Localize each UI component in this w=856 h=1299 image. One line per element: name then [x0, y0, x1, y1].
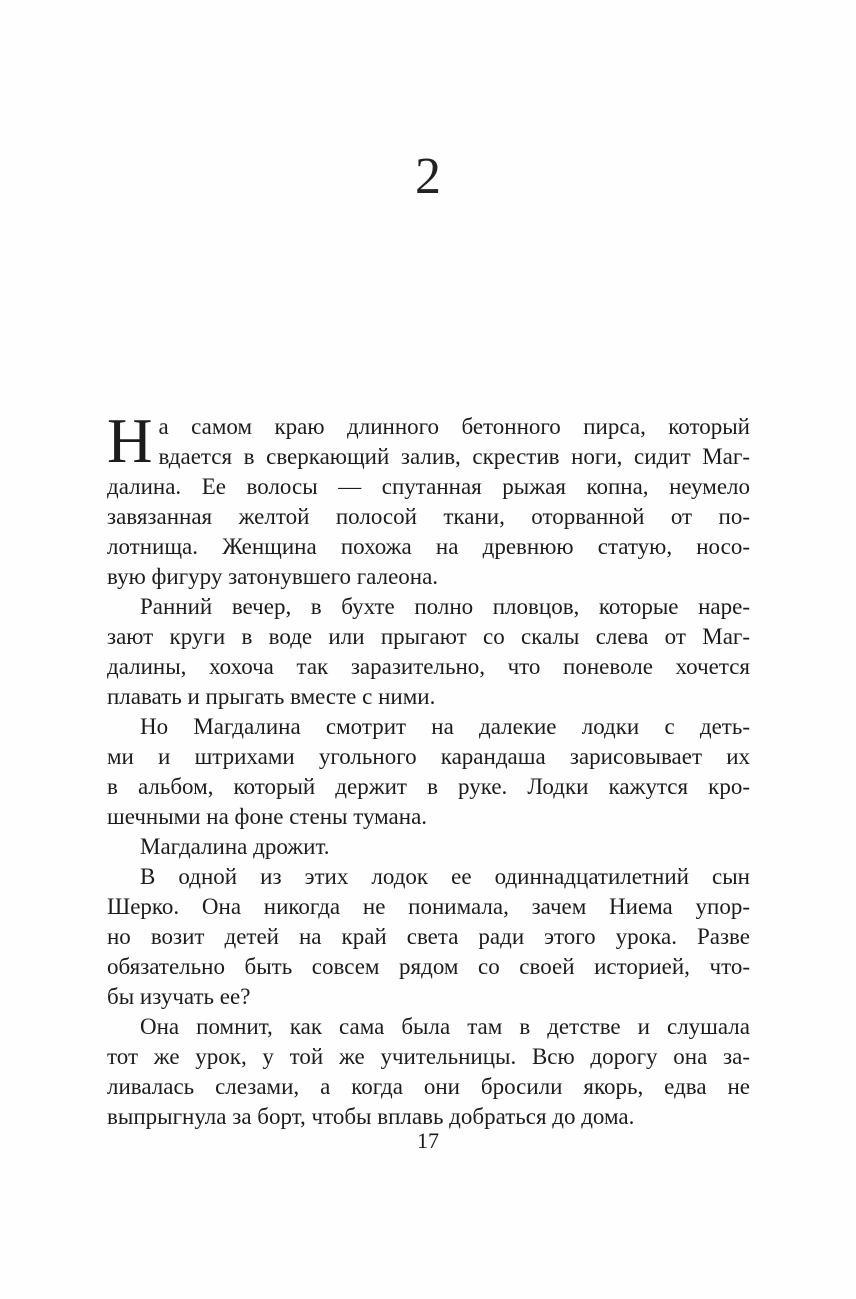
text-line: вую фигуру затонувшего галеона. — [107, 564, 439, 589]
text-line: В одной из этих лодок ее одиннадцатилетний сын — [140, 864, 750, 889]
paragraph — [107, 712, 750, 832]
text-line: шечными на фоне стены тумана. — [107, 804, 428, 829]
text-line: обязательно быть совсем рядом со своей историей, что- — [107, 954, 750, 979]
text-line: ми и штрихами угольного карандаша зарисовывает их — [107, 744, 750, 769]
text-line: плавать и прыгать вместе с ними. — [107, 684, 436, 709]
text-line: Она помнит, как сама была там в детстве и слушала — [140, 1014, 750, 1039]
text-line: в альбом, который держит в руке. Лодки кажутся кро- — [107, 774, 750, 799]
text-line: Магдалина дрожит. — [140, 834, 330, 859]
text-line: далина. Ее волосы — спутанная рыжая копна, неумело — [107, 474, 750, 499]
paragraph — [107, 406, 750, 592]
text-line: ливалась слезами, а когда они бросили якорь, едва не — [107, 1074, 750, 1099]
page-number: 17 — [417, 1128, 439, 1153]
text-line: бы изучать ее? — [107, 984, 251, 1009]
drop-cap: Н — [107, 406, 153, 476]
text-line: лотнища. Женщина похожа на древнюю статую, носо- — [107, 534, 750, 559]
paragraph — [107, 832, 750, 862]
text-line: Ранний вечер, в бухте полно пловцов, которые наре- — [140, 594, 750, 619]
text-line: вдается в сверкающий залив, скрестив ноги, сидит Маг- — [158, 444, 750, 469]
body-text — [107, 406, 750, 1132]
text-line: зают круги в воде или прыгают со скалы слева от Маг- — [107, 624, 750, 649]
text-line: выпрыгнула за борт, чтобы вплавь добраться до дома. — [107, 1104, 635, 1129]
text-line: а самом краю длинного бетонного пирса, который — [158, 414, 750, 439]
text-line: далины, хохоча так заразительно, что поневоле хочется — [107, 654, 750, 679]
text-line: завязанная желтой полосой ткани, оторванной от по- — [107, 504, 750, 529]
text-line: Но Магдалина смотрит на далекие лодки с деть- — [140, 714, 750, 739]
paragraph — [107, 1012, 750, 1132]
paragraph — [107, 592, 750, 712]
paragraph — [107, 862, 750, 1012]
text-line: тот же урок, у той же учительницы. Всю дорогу она за- — [107, 1044, 750, 1069]
text-line: Шерко. Она никогда не понимала, зачем Ниема упор- — [107, 894, 750, 919]
text-line: но возит детей на край света ради этого урока. Разве — [107, 924, 750, 949]
chapter-number: 2 — [415, 148, 441, 205]
